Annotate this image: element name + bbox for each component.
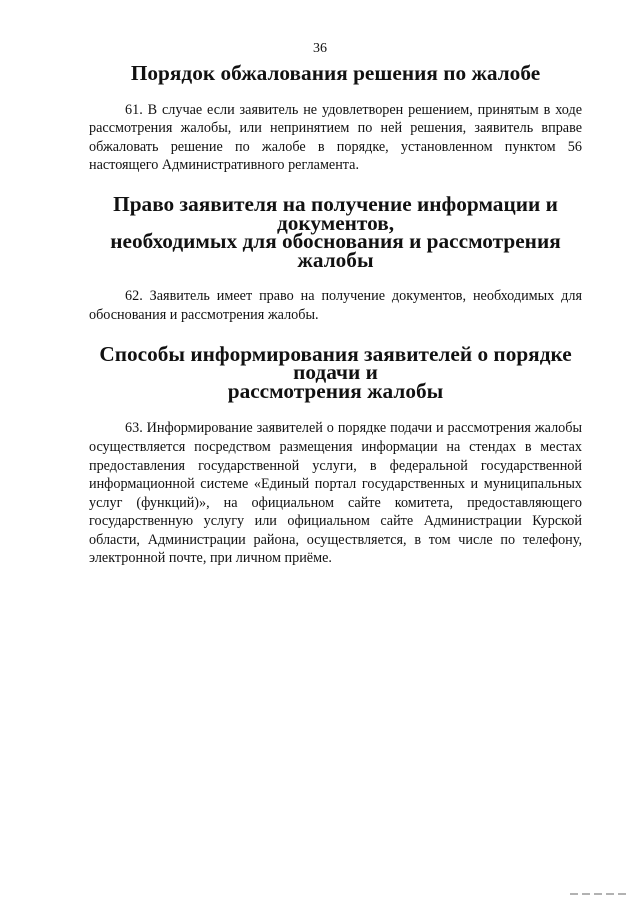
section-heading-right-to-information-line-1: Право заявителя на получение информации и документов, xyxy=(113,191,558,235)
document-body xyxy=(89,61,582,568)
section-heading-right-to-information xyxy=(89,191,582,272)
section-heading-appeal xyxy=(89,61,582,85)
page-number: 36 xyxy=(313,41,327,56)
paragraph-63: 63. Информирование заявителей о порядке подачи и рассмотрения жалобы осуществляется посредством размещения информации на стендах в местах предоставления государственной услуги, в федеральной государственной информационной системе «Единый портал государственных и муниципальных услуг (функций)», на официальном сайте комитета, предоставляющего государственную услугу или официальном сайте Администрации Курской области, Администрации района, осуществляется, в том числе по телефону, электронной почте, при личном приёме. xyxy=(89,420,582,567)
section-heading-informing-methods xyxy=(89,341,582,403)
section-heading-appeal-line-1: Порядок обжалования решения по жалобе xyxy=(130,61,541,85)
paragraph-62: 62. Заявитель имеет право на получение документов, необходимых для обоснования и рассмотрения жалобы. xyxy=(89,288,582,323)
paragraph-61: 61. В случае если заявитель не удовлетворен решением, принятым в ходе рассмотрения жалобы, или непринятием по ней решения, заявитель вправе обжаловать решение по жалобе в порядке, установленном пунктом 56 настоящего Административного регламента. xyxy=(89,101,582,174)
scan-mark xyxy=(570,891,630,897)
section-heading-right-to-information-line-2: необходимых для обоснования и рассмотрения жалобы xyxy=(110,229,561,272)
section-heading-informing-methods-line-2: рассмотрения жалобы xyxy=(227,378,444,403)
section-heading-informing-methods-line-1: Способы информирования заявителей о порядке подачи и xyxy=(99,341,572,385)
